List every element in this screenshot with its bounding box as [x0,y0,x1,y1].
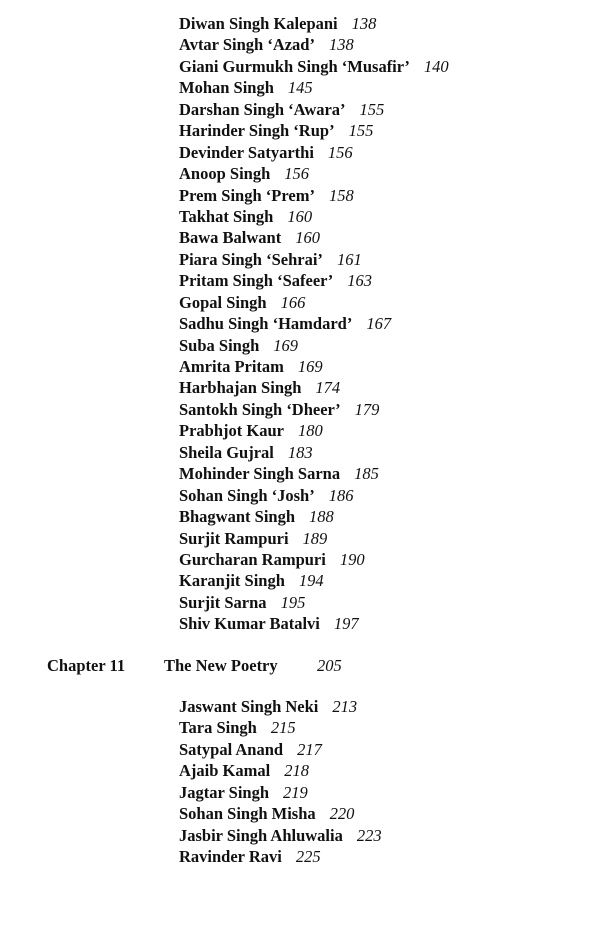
toc-entry [179,335,449,356]
toc-entry [179,163,449,184]
poet-name: Harinder Singh ‘Rup’ [179,121,335,141]
toc-entry [179,206,449,227]
page-number: 180 [297,421,323,441]
page-number: 156 [284,164,310,184]
poet-name: Sohan Singh ‘Josh’ [179,485,315,505]
toc-entry [179,803,382,824]
poet-name: Devinder Satyarthi [179,142,314,162]
page-number: 138 [351,14,377,33]
toc-entry [179,549,449,570]
poet-name: Avtar Singh ‘Azad’ [179,35,315,55]
toc-entry [179,77,449,98]
page-number: 169 [297,357,323,376]
page-number: 213 [332,697,358,716]
toc-entry [179,485,449,506]
toc-entry [179,120,449,141]
toc-entry [179,760,382,781]
poet-name: Amrita Pritam [179,357,284,376]
toc-entry [179,506,449,527]
poet-name: Harbhajan Singh [179,378,302,398]
page-number: 197 [333,614,359,634]
poet-name: Mohan Singh [179,78,274,98]
poet-name: Ajaib Kamal [179,761,271,781]
poet-name: Sheila Gujral [179,442,274,462]
poet-name: Prem Singh ‘Prem’ [179,185,315,205]
poet-name: Pritam Singh ‘Safeer’ [179,271,334,291]
poet-name: Jagtar Singh [179,782,270,802]
poet-name: Tara Singh [179,718,257,738]
toc-entry [179,825,382,846]
poet-name: Anoop Singh [179,164,271,184]
poet-name: Surjit Sarna [179,592,267,612]
toc-entry [179,99,449,120]
toc-entry [179,142,449,163]
toc-entry [179,185,449,206]
page-number: 223 [356,825,382,845]
toc-entry [179,696,382,717]
toc-entry [179,227,449,248]
toc-entry [179,570,449,591]
poet-name: Sohan Singh Misha [179,804,316,824]
page-number: 220 [329,804,355,824]
page-number: 174 [315,378,341,398]
toc-entry [179,463,449,484]
page-number: 179 [354,399,380,419]
toc-entry [179,356,449,377]
page-number: 167 [366,314,392,334]
chapter-heading [47,655,342,677]
poet-name: Gurcharan Rampuri [179,549,326,569]
poet-name: Satypal Anand [179,739,284,759]
page-number: 190 [339,549,365,569]
toc-entry [179,56,449,77]
page-number: 188 [309,507,334,527]
page-number: 138 [328,35,354,55]
poet-name: Suba Singh [179,335,260,355]
page-number: 219 [283,782,308,802]
toc-entry [179,613,449,634]
toc-entry [179,846,382,867]
toc-entry [179,249,449,270]
toc-entry [179,292,449,313]
page-number: 160 [287,206,313,226]
page-number: 186 [328,485,354,505]
page-number: 218 [284,761,309,781]
toc-entry [179,399,449,420]
poet-name: Bhagwant Singh [179,507,296,527]
poet-name: Darshan Singh ‘Awara’ [179,99,346,119]
page-number: 160 [295,228,320,248]
page-number: 145 [287,78,313,98]
page-number: 166 [280,292,306,312]
poet-name: Piara Singh ‘Sehrai’ [179,249,323,269]
poet-name: Jasbir Singh Ahluwalia [179,825,343,845]
poet-name: Sadhu Singh ‘Hamdard’ [179,314,353,334]
poet-name: Diwan Singh Kalepani [179,14,338,33]
poet-name: Karanjit Singh [179,571,285,591]
toc-entry [179,270,449,291]
page-number: 217 [297,739,322,759]
poet-name: Takhat Singh [179,206,274,226]
toc-entry [179,528,449,549]
poet-name: Bawa Balwant [179,228,282,248]
toc-entry [179,13,449,34]
page-number: 189 [302,528,328,548]
page-number: 183 [287,442,313,462]
poet-entry-list [179,13,449,635]
poet-name: Shiv Kumar Batalvi [179,614,320,634]
page-number: 225 [295,847,321,867]
page-number: 195 [280,592,306,612]
page-number: 155 [359,99,385,119]
page-number: 158 [328,185,354,205]
chapter-title: The New Poetry [164,656,278,675]
poet-name: Ravinder Ravi [179,847,282,867]
poet-name: Gopal Singh [179,292,267,312]
poet-name: Surjit Rampuri [179,528,289,548]
page-number: 185 [354,464,379,484]
poet-name: Prabhjot Kaur [179,421,284,441]
page-number: 155 [348,121,374,141]
toc-entry [179,377,449,398]
page-number: 140 [423,56,449,76]
toc-entry [179,420,449,441]
new-poetry-entry-list [179,696,382,868]
toc-entry [179,313,449,334]
poet-name: Jaswant Singh Neki [179,697,319,716]
page-number: 161 [336,249,362,269]
toc-entry [179,442,449,463]
chapter-page-number: 205 [317,656,342,675]
poet-name: Mohinder Singh Sarna [179,464,341,484]
page-number: 156 [327,142,353,162]
toc-entry [179,782,382,803]
chapter-label: Chapter 11 [47,656,126,675]
page-number: 194 [298,571,324,591]
page-number: 163 [347,271,373,291]
toc-entry [179,717,382,738]
toc-entry [179,739,382,760]
poet-name: Giani Gurmukh Singh ‘Musafir’ [179,56,410,76]
poet-name: Santokh Singh ‘Dheer’ [179,399,341,419]
toc-entry [179,592,449,613]
toc-entry [179,34,449,55]
page-number: 169 [273,335,299,355]
page-number: 215 [270,718,296,738]
